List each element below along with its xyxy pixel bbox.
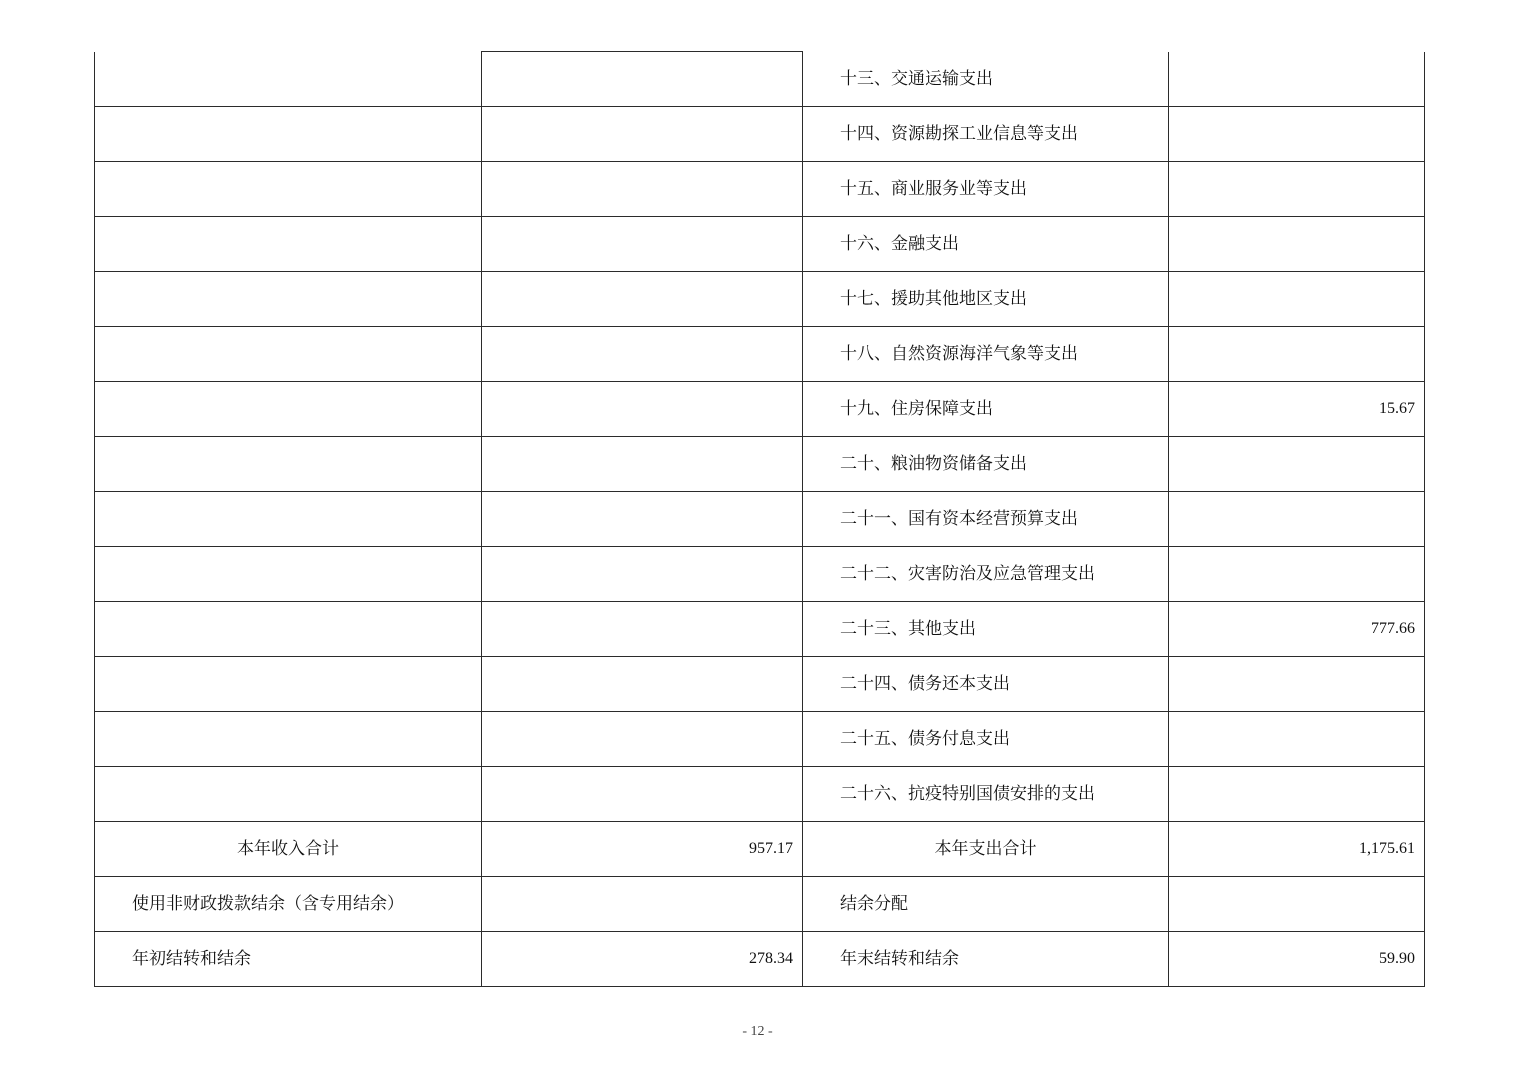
income-item-cell <box>95 382 482 437</box>
expense-item-cell: 十四、资源勘探工业信息等支出 <box>803 107 1169 162</box>
expense-item-cell: 十六、金融支出 <box>803 217 1169 272</box>
expense-total-amount: 1,175.61 <box>1169 822 1425 877</box>
income-amount-cell <box>482 547 803 602</box>
balance-distribution-label: 结余分配 <box>803 877 1169 932</box>
expense-amount-cell <box>1169 492 1425 547</box>
carryover-row <box>95 932 1425 987</box>
expense-amount-cell <box>1169 162 1425 217</box>
income-item-cell <box>95 162 482 217</box>
expense-item-cell: 二十、粮油物资储备支出 <box>803 437 1169 492</box>
table-row <box>95 52 1425 107</box>
expense-item-cell: 十五、商业服务业等支出 <box>803 162 1169 217</box>
income-amount-cell <box>482 492 803 547</box>
expense-amount-cell <box>1169 217 1425 272</box>
income-item-cell <box>95 492 482 547</box>
closing-carryover-amount: 59.90 <box>1169 932 1425 987</box>
income-item-cell <box>95 52 482 107</box>
income-amount-cell <box>482 382 803 437</box>
table-row <box>95 547 1425 602</box>
non-fiscal-balance-row <box>95 877 1425 932</box>
income-item-cell <box>95 107 482 162</box>
table-row <box>95 382 1425 437</box>
income-amount-cell <box>482 602 803 657</box>
table-row <box>95 162 1425 217</box>
expense-amount-cell <box>1169 52 1425 107</box>
income-total-amount: 957.17 <box>482 822 803 877</box>
expense-amount-cell: 15.67 <box>1169 382 1425 437</box>
income-item-cell <box>95 602 482 657</box>
income-amount-cell <box>482 52 803 107</box>
expense-amount-cell <box>1169 712 1425 767</box>
income-item-cell <box>95 437 482 492</box>
income-amount-cell <box>482 327 803 382</box>
income-item-cell <box>95 712 482 767</box>
income-amount-cell <box>482 657 803 712</box>
income-amount-cell <box>482 217 803 272</box>
income-item-cell <box>95 272 482 327</box>
totals-row <box>95 822 1425 877</box>
closing-carryover-label: 年末结转和结余 <box>803 932 1169 987</box>
expense-amount-cell: 777.66 <box>1169 602 1425 657</box>
income-amount-cell <box>482 272 803 327</box>
table-row <box>95 272 1425 327</box>
expense-item-cell: 二十二、灾害防治及应急管理支出 <box>803 547 1169 602</box>
page-number: - 12 - <box>742 1024 773 1039</box>
non-fiscal-balance-label: 使用非财政拨款结余（含专用结余） <box>95 877 482 932</box>
table-row <box>95 107 1425 162</box>
income-amount-cell <box>482 767 803 822</box>
table-row <box>95 437 1425 492</box>
income-amount-cell <box>482 712 803 767</box>
income-item-cell <box>95 657 482 712</box>
expense-item-cell: 十三、交通运输支出 <box>803 52 1169 107</box>
table-row <box>95 712 1425 767</box>
income-amount-cell <box>482 162 803 217</box>
expense-item-cell: 二十六、抗疫特别国债安排的支出 <box>803 767 1169 822</box>
income-item-cell <box>95 767 482 822</box>
expense-item-cell: 十八、自然资源海洋气象等支出 <box>803 327 1169 382</box>
table-row <box>95 657 1425 712</box>
expense-amount-cell <box>1169 107 1425 162</box>
expense-item-cell: 十九、住房保障支出 <box>803 382 1169 437</box>
table-row <box>95 327 1425 382</box>
table-row <box>95 602 1425 657</box>
expense-item-cell: 十七、援助其他地区支出 <box>803 272 1169 327</box>
table-row <box>95 767 1425 822</box>
expense-amount-cell <box>1169 547 1425 602</box>
opening-carryover-label: 年初结转和结余 <box>95 932 482 987</box>
table-row <box>95 492 1425 547</box>
expense-amount-cell <box>1169 657 1425 712</box>
income-item-cell <box>95 217 482 272</box>
expense-item-cell: 二十五、债务付息支出 <box>803 712 1169 767</box>
expense-item-cell: 二十一、国有资本经营预算支出 <box>803 492 1169 547</box>
expense-item-cell: 二十四、债务还本支出 <box>803 657 1169 712</box>
balance-distribution-amount <box>1169 877 1425 932</box>
income-item-cell <box>95 547 482 602</box>
income-item-cell <box>95 327 482 382</box>
income-amount-cell <box>482 437 803 492</box>
income-expense-table <box>94 51 1425 987</box>
expense-item-cell: 二十三、其他支出 <box>803 602 1169 657</box>
expense-amount-cell <box>1169 437 1425 492</box>
summary-rows <box>95 822 1425 987</box>
expense-total-label: 本年支出合计 <box>803 822 1169 877</box>
income-total-label: 本年收入合计 <box>95 822 482 877</box>
expense-amount-cell <box>1169 272 1425 327</box>
expense-amount-cell <box>1169 327 1425 382</box>
table-row <box>95 217 1425 272</box>
non-fiscal-balance-amount <box>482 877 803 932</box>
expense-detail-rows <box>95 52 1425 822</box>
income-amount-cell <box>482 107 803 162</box>
opening-carryover-amount: 278.34 <box>482 932 803 987</box>
expense-amount-cell <box>1169 767 1425 822</box>
